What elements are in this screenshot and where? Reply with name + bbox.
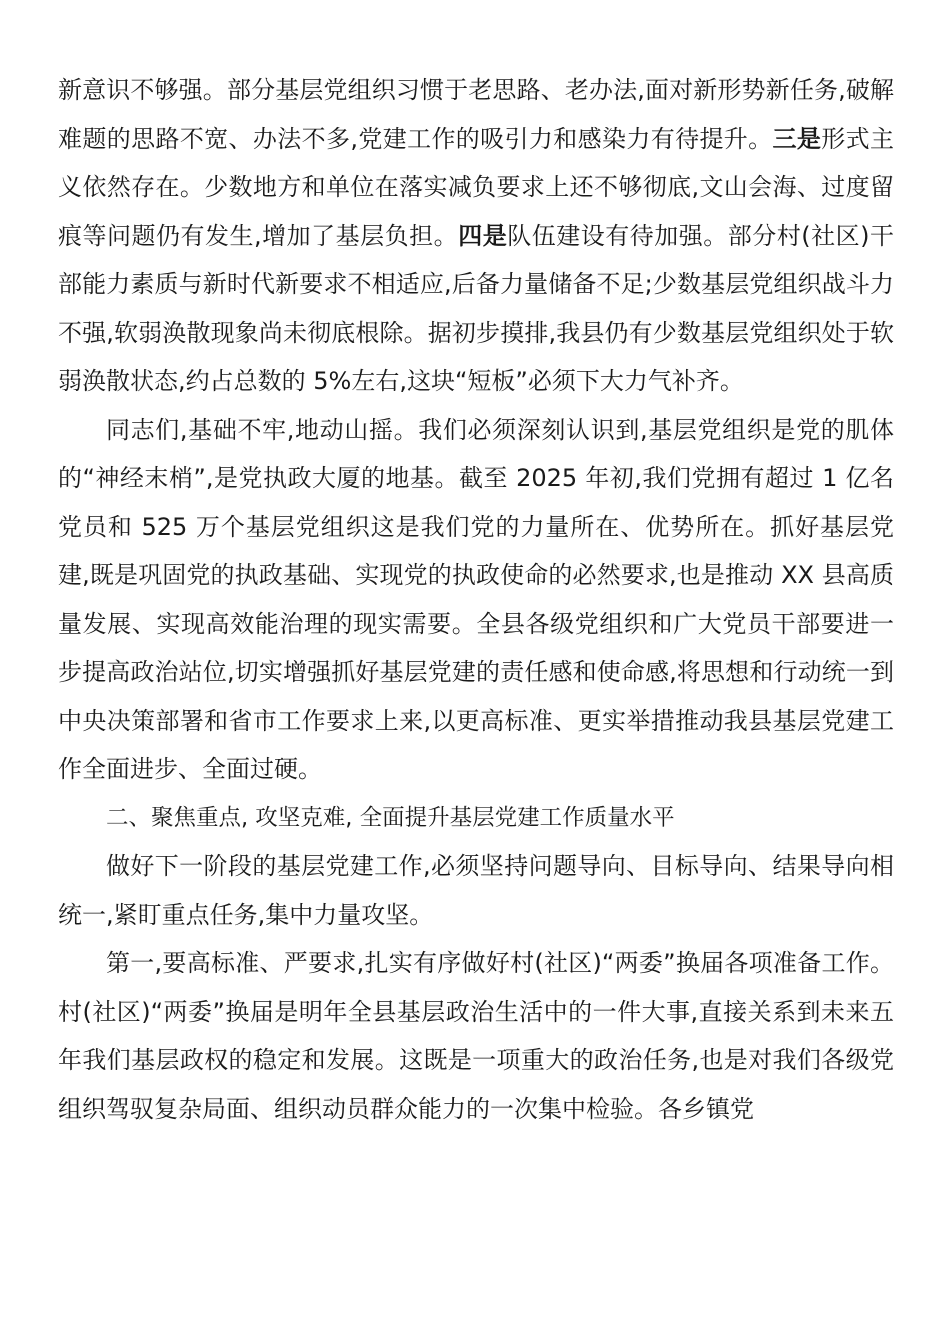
paragraph-problems-continued — [58, 66, 894, 406]
paragraph-comrades: 同志们,基础不牢,地动山摇。我们必须深刻认识到,基层党组织是党的肌体的“神经末梢”,是党执政大厦的地基。截至 2025 年初,我们党拥有超过 1 亿名党员和 525 万个基层党组织这是我们党的力量所在、优势所在。抓好基层党建,既是巩固党的执政基础、实现党的执政使命的必然要求,也是推动 XX 县高质量发展、实现高效能治理的现实需要。全县各级党组织和广大党员干部要进一步提高政治站位,切实增强抓好基层党建的责任感和使命感,将思想和行动统一到中央决策部署和省市工作要求上来,以更高标准、更实举措推动我县基层党建工作全面进步、全面过硬。 — [58, 415, 894, 783]
paragraph-text: 形式主义依然存在。少数地方和单位在落实减负要求上还不够彻底,文山会海、过度留痕等问题仍有发生,增加了基层负担。 — [58, 124, 895, 250]
paragraph-first-task: 第一,要高标准、严要求,扎实有序做好村(社区)“两委”换届各项准备工作。村(社区)“两委”换届是明年全县基层政治生活中的一件大事,直接关系到未来五年我们基层政权的稳定和发展。这既是一项重大的政治任务,也是对我们各级党组织驾驭复杂局面、组织动员群众能力的一次集中检验。各乡镇党 — [58, 949, 894, 1123]
document-body — [58, 66, 894, 1133]
bold-marker-fourth: 四是 — [458, 221, 508, 250]
paragraph-text: 新意识不够强。部分基层党组织习惯于老思路、老办法,面对新形势新任务,破解难题的思路不宽、办法不多,党建工作的吸引力和感染力有待提升。 — [58, 76, 894, 153]
bold-marker-third: 三是 — [772, 124, 822, 153]
paragraph-next-stage: 做好下一阶段的基层党建工作,必须坚持问题导向、目标导向、结果导向相统一,紧盯重点任务,集中力量攻坚。 — [58, 852, 894, 929]
section-heading: 二、聚焦重点, 攻坚克难, 全面提升基层党建工作质量水平 — [106, 804, 675, 831]
paragraph-text: 队伍建设有待加强。部分村(社区)干部能力素质与新时代新要求不相适应,后备力量储备不足;少数基层党组织战斗力不强,软弱涣散现象尚未彻底根除。据初步摸排,我县仍有少数基层党组织处于软弱涣散状态,约占总数的 5%左右,这块“短板”必须下大力气补齐。 — [58, 221, 895, 395]
